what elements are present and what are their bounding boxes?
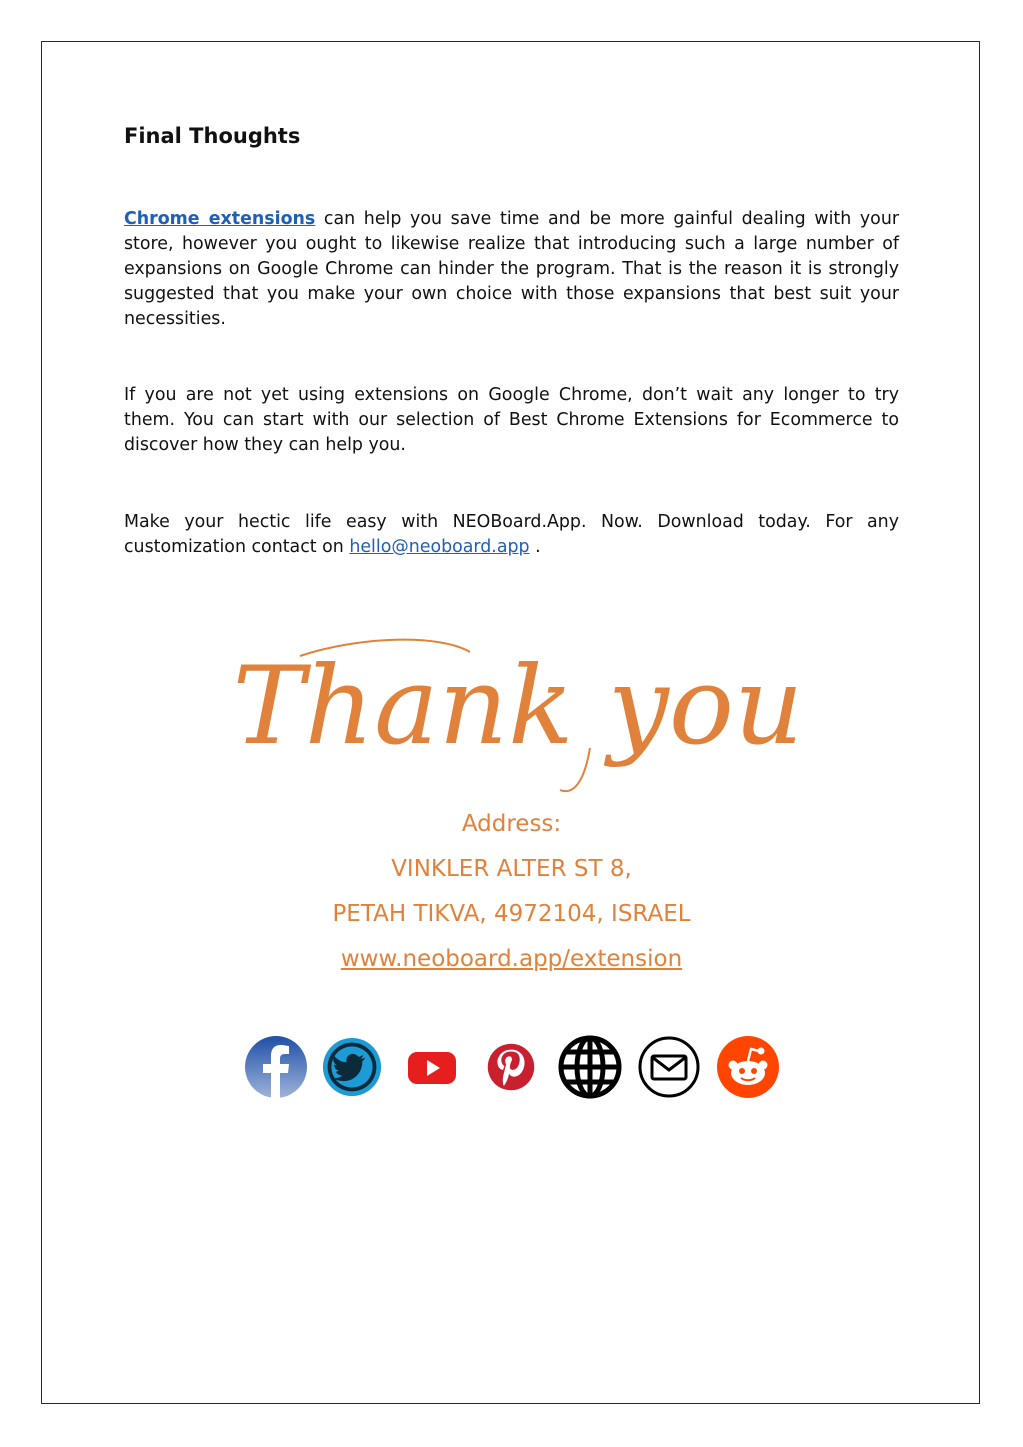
social-icons-row: [0, 1035, 1023, 1101]
email-link[interactable]: hello@neoboard.app: [349, 537, 530, 557]
paragraph3-suffix: .: [529, 537, 541, 557]
youtube-icon[interactable]: [400, 1035, 464, 1099]
address-label: Address:: [461, 811, 562, 837]
address-line-1: VINKLER ALTER ST 8,: [391, 856, 632, 882]
address-line-2: PETAH TIKVA, 4972104, ISRAEL: [332, 901, 691, 927]
reddit-icon[interactable]: [716, 1035, 780, 1099]
section-heading: Final Thoughts: [124, 124, 301, 148]
facebook-icon[interactable]: [244, 1035, 308, 1099]
thank-you-script: [0, 628, 1023, 803]
website-link[interactable]: www.neoboard.app/extension: [340, 946, 683, 972]
pinterest-icon[interactable]: [480, 1036, 542, 1098]
email-icon[interactable]: [637, 1035, 701, 1099]
paragraph-contact: [124, 510, 899, 560]
paragraph-try-extensions: If you are not yet using extensions on Google Chrome, don’t wait any longer to try them. You can start with our selection of Best Chrome Extensions for Ecommerce to discover how they can help you.: [124, 385, 899, 455]
thank-you-text: Thank you: [232, 644, 804, 769]
paragraph1-text: can help you save time and be more gainful dealing with your store, however you ought to likewise realize that introducing such a large number of expansions on Google Chrome can hinder the program. That is the reason it is strongly suggested that you make your own choice with those expansions that best suit your necessities.: [124, 209, 899, 329]
chrome-extensions-link[interactable]: Chrome extensions: [124, 209, 316, 229]
paragraph-chrome-extensions: [124, 207, 899, 332]
twitter-icon[interactable]: [322, 1037, 382, 1097]
paragraph3-text: Make your hectic life easy with NEOBoard.App. Now. Download today. For any customization contact on: [124, 512, 899, 557]
globe-icon[interactable]: [558, 1035, 622, 1099]
